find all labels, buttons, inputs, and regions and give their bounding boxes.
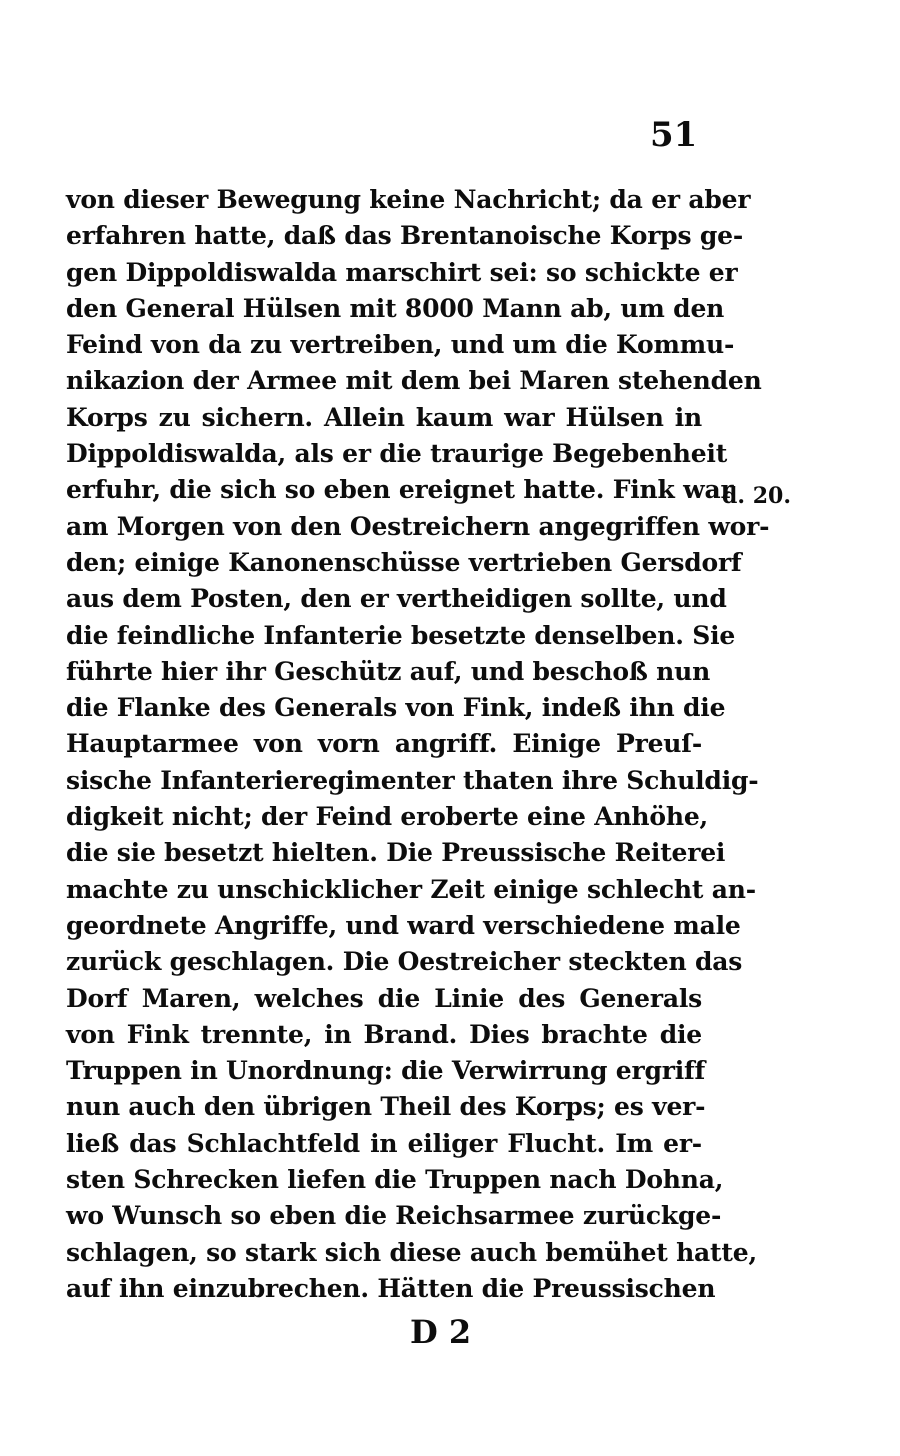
text-line: von Fink trennte, in Brand. Dies brachte die: [66, 1019, 702, 1049]
text-line: wo Wunsch so eben die Reichsarmee zurückge-: [66, 1201, 722, 1231]
text-line: am Morgen von den Oestreichern angegriffen wor-: [66, 511, 770, 541]
page-number: 51: [650, 115, 698, 155]
text-line: nikazion der Armee mit dem bei Maren stehenden: [66, 366, 762, 396]
text-line: führte hier ihr Geschütz auf, und beschoß nun: [66, 656, 711, 686]
text-line: erfahren hatte, daß das Brentanoische Korps ge-: [66, 221, 743, 251]
text-line: Dippoldiswalda, als er die traurige Begebenheit: [66, 439, 728, 469]
text-line: geordnete Angriffe, und ward verschiedene male: [66, 910, 741, 940]
text-line: die feindliche Infanterie besetzte denselben. Sie: [66, 620, 736, 650]
text-line: die sie besetzt hielten. Die Preussische Reiterei: [66, 838, 726, 868]
margin-note: d. 20.: [722, 483, 791, 509]
text-line: den; einige Kanonenschüsse vertrieben Gersdorf: [66, 547, 742, 577]
text-line: Korps zu sichern. Allein kaum war Hülsen in: [66, 402, 702, 432]
text-line: aus dem Posten, den er vertheidigen sollte, und: [66, 584, 727, 614]
text-line: sten Schrecken liefen die Truppen nach Dohna,: [66, 1165, 724, 1195]
text-line: von dieser Bewegung keine Nachricht; da er aber: [66, 185, 751, 214]
text-line: schlagen, so stark sich diese auch bemühet hatte,: [66, 1237, 757, 1267]
text-line: gen Dippoldiswalda marschirt sei: so schickte er: [66, 257, 738, 287]
text-line: Feind von da zu vertreiben, und um die Kommu-: [66, 330, 735, 360]
text-line: den General Hülsen mit 8000 Mann ab, um den: [66, 293, 725, 323]
text-line: auf ihn einzubrechen. Hätten die Preussischen: [66, 1273, 716, 1303]
text-line: sische Infanterieregimenter thaten ihre Schuldig-: [66, 765, 759, 795]
text-line: nun auch den übrigen Theil des Korps; es ver-: [66, 1092, 706, 1122]
text-line: Hauptarmee von vorn angriff. Einige Preuſ-: [66, 729, 702, 759]
text-line: ließ das Schlachtfeld in eiliger Flucht. Im er-: [66, 1128, 702, 1158]
signature-mark: D 2: [410, 1313, 472, 1351]
text-line: Truppen in Unordnung: die Verwirrung ergriff: [66, 1056, 706, 1086]
text-line: zurück geschlagen. Die Oestreicher steckten das: [66, 947, 743, 977]
text-line: Dorf Maren, welches die Linie des Generals: [66, 983, 702, 1013]
text-line: die Flanke des Generals von Fink, indeß ihn die: [66, 693, 726, 723]
text-line: digkeit nicht; der Feind eroberte eine Anhöhe,: [66, 802, 709, 832]
text-line: machte zu unschicklicher Zeit einige schlecht an-: [66, 874, 756, 904]
text-line: erfuhr, die sich so eben ereignet hatte. Fink war: [66, 475, 734, 505]
